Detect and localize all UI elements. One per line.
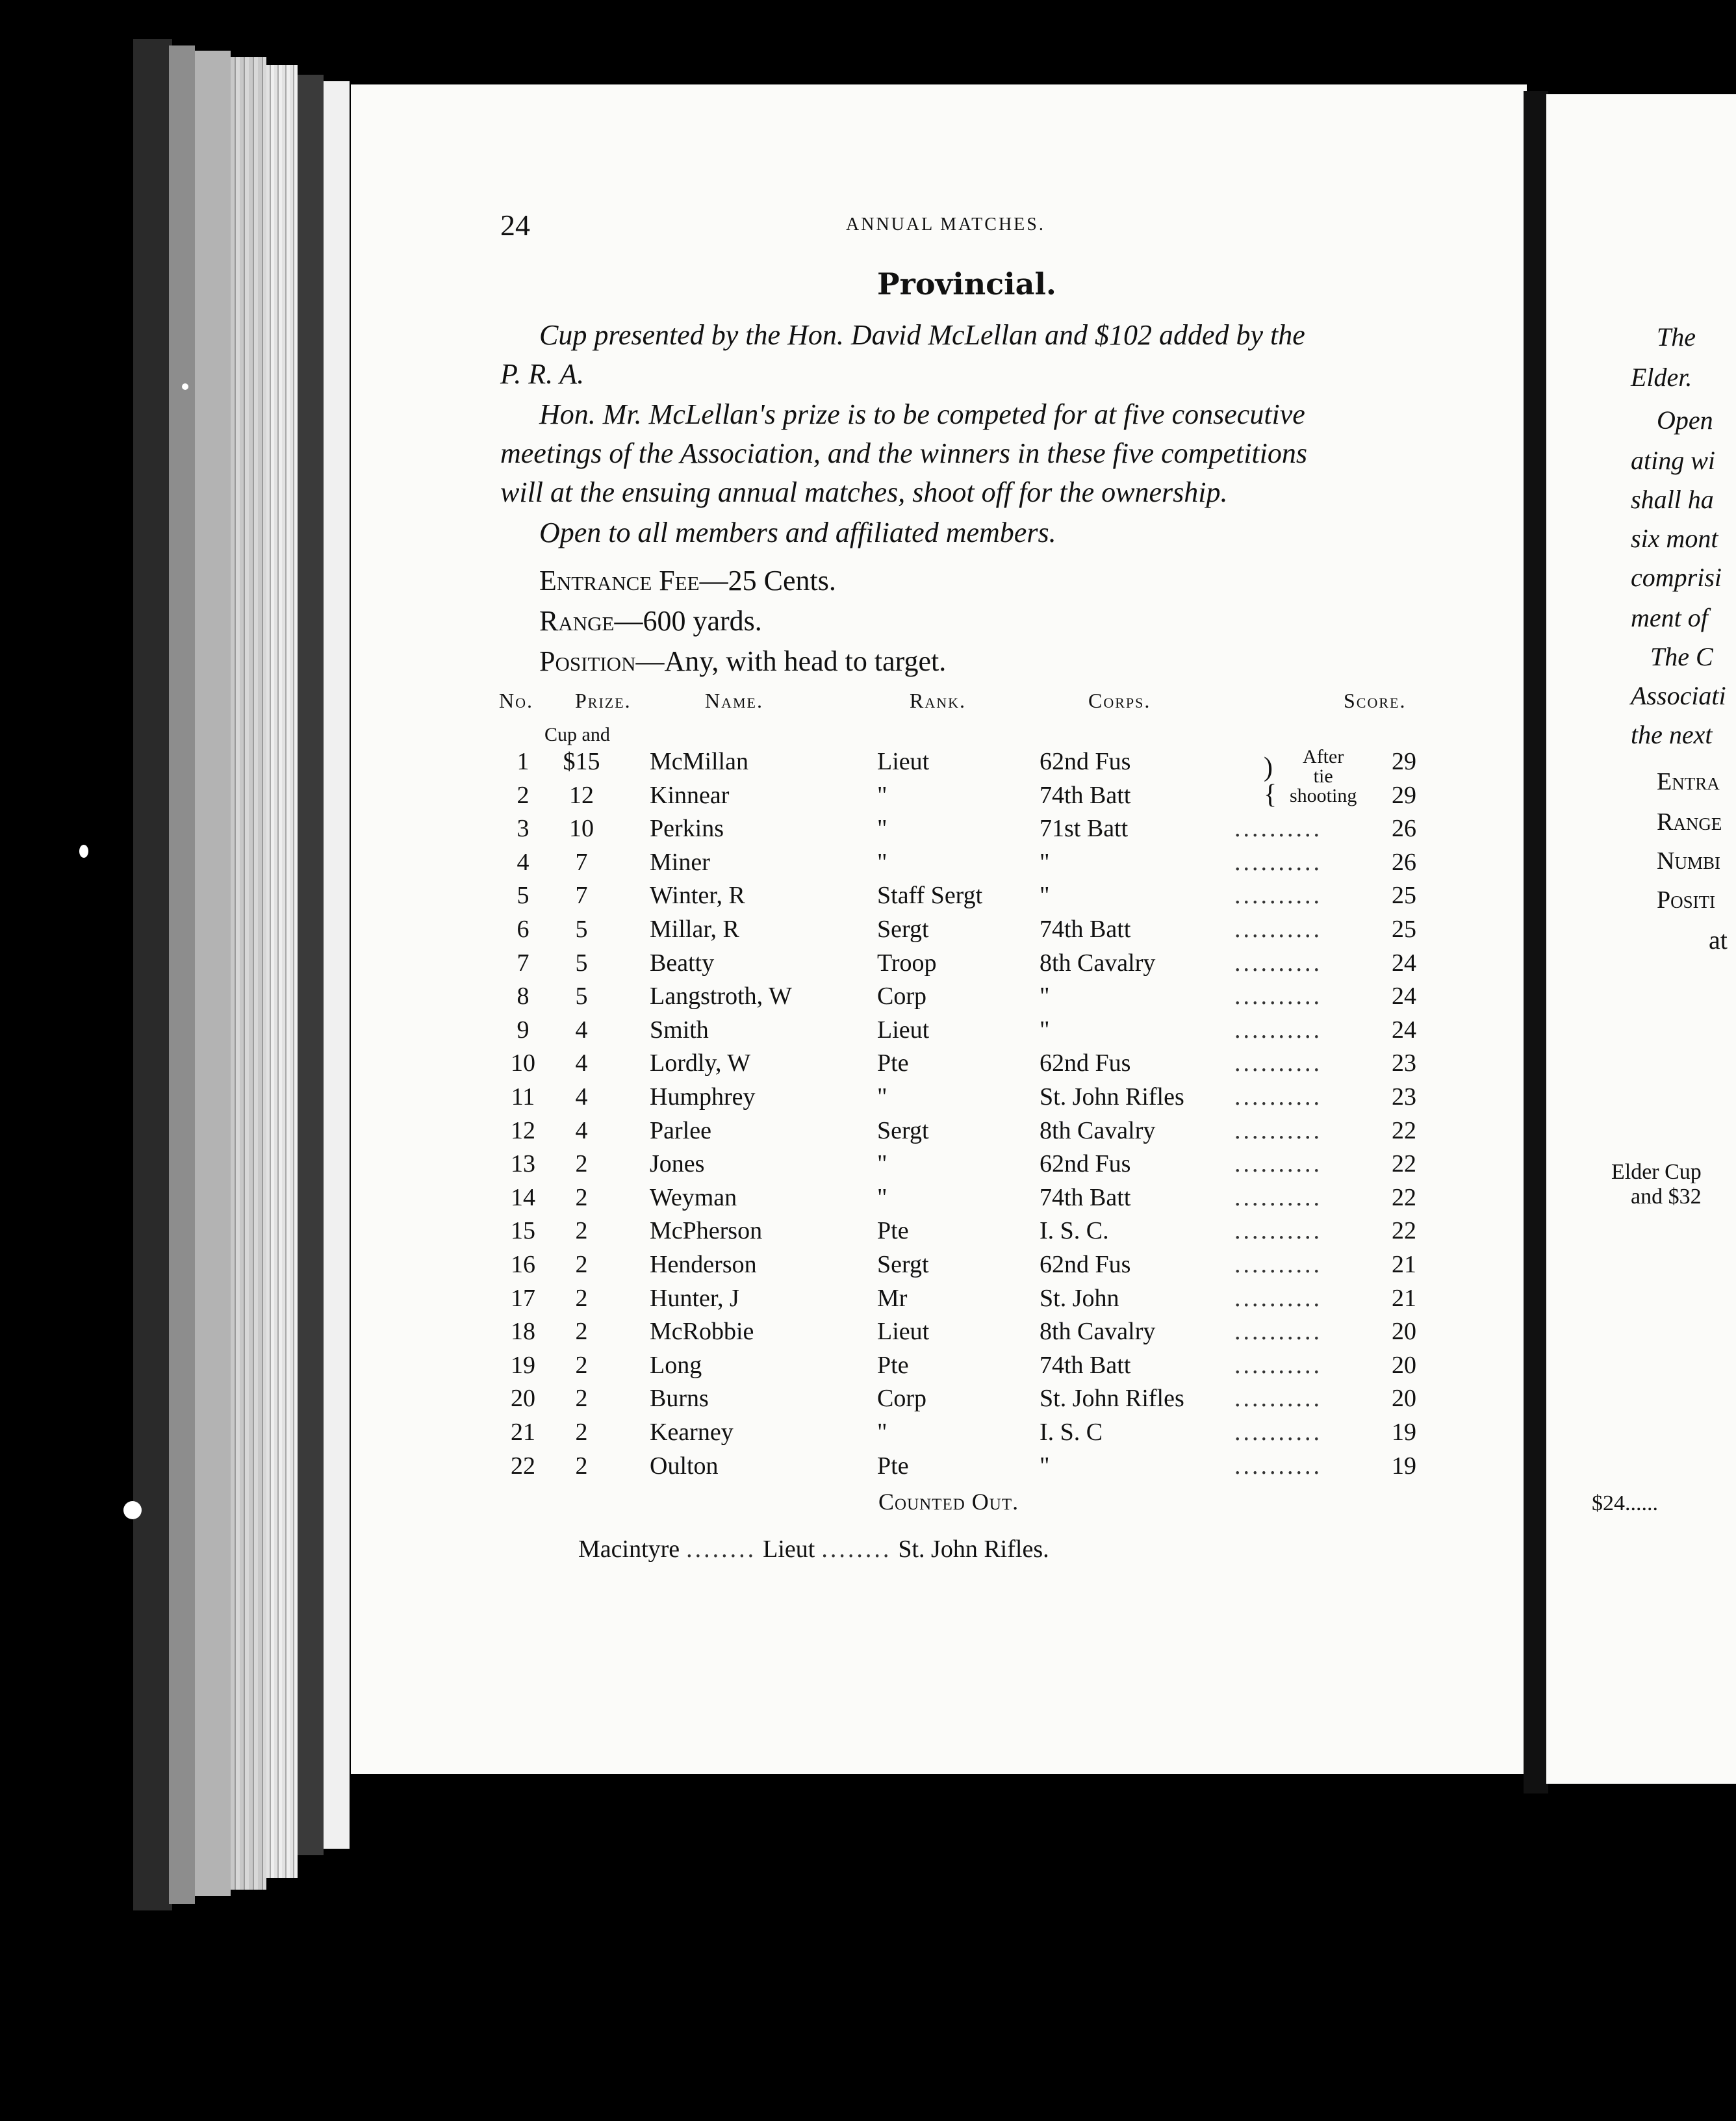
position-value: —Any, with head to target.	[635, 645, 947, 677]
row-name: Langstroth, W	[650, 983, 792, 1010]
row-name: McPherson	[650, 1217, 763, 1245]
row-score: 21	[1392, 1284, 1416, 1312]
column-header-score: Score.	[1344, 689, 1407, 712]
row-prize: 2	[575, 1251, 588, 1278]
entrance-fee	[539, 564, 836, 597]
row-name: McRobbie	[650, 1318, 754, 1346]
facing-line: ating wi	[1631, 446, 1716, 475]
row-number: 17	[511, 1284, 535, 1312]
facing-line: Elder.	[1631, 363, 1692, 392]
dot-leader: ..........	[1234, 1217, 1322, 1245]
row-score: 22	[1392, 1116, 1416, 1144]
row-corps: St. John Rifles	[1040, 1385, 1184, 1413]
row-name: Hunter, J	[650, 1284, 739, 1312]
facing-line: the next	[1631, 720, 1713, 749]
row-score: 20	[1392, 1385, 1416, 1413]
row-number: 21	[511, 1419, 535, 1446]
row-rank: "	[877, 1419, 887, 1446]
range-value: —600 yards.	[614, 605, 762, 637]
row-corps: 62nd Fus	[1040, 1150, 1131, 1178]
row-prize: 7	[575, 848, 588, 876]
row-score: 20	[1392, 1351, 1416, 1379]
table-row	[351, 1284, 1527, 1317]
table-row	[351, 982, 1527, 1015]
row-prize: 2	[575, 1284, 588, 1312]
row-number: 15	[511, 1217, 535, 1245]
row-number: 2	[517, 781, 530, 809]
table-row	[351, 1351, 1527, 1384]
row-number: 4	[517, 848, 530, 876]
counted-out-rank: Lieut	[763, 1536, 815, 1563]
row-prize: 7	[575, 882, 588, 910]
section-title: Provincial.	[877, 266, 1056, 302]
facing-line: at	[1709, 925, 1728, 955]
row-prize: 4	[575, 1083, 588, 1111]
row-score: 19	[1392, 1419, 1416, 1446]
row-score: 22	[1392, 1217, 1416, 1245]
row-name: Perkins	[650, 815, 724, 843]
row-name: Burns	[650, 1385, 709, 1413]
row-number: 3	[517, 815, 530, 843]
row-corps: 74th Batt	[1040, 1351, 1131, 1379]
facing-line: Range	[1657, 808, 1722, 836]
row-score: 21	[1392, 1251, 1416, 1278]
book-edge	[195, 51, 231, 1896]
row-score: 25	[1392, 882, 1416, 910]
scan-speck	[123, 1501, 142, 1519]
row-score: 26	[1392, 848, 1416, 876]
row-name: Kearney	[650, 1419, 734, 1446]
column-header-name: Name.	[705, 689, 763, 712]
row-score: 29	[1392, 781, 1416, 809]
dot-leader: ..........	[1234, 1150, 1322, 1178]
row-corps: I. S. C.	[1040, 1217, 1109, 1245]
row-prize: $15	[563, 748, 600, 775]
row-score: 19	[1392, 1452, 1416, 1480]
row-prize: 2	[575, 1452, 588, 1480]
row-rank: Lieut	[877, 1318, 930, 1346]
row-corps: 74th Batt	[1040, 1183, 1131, 1211]
range	[539, 604, 762, 637]
dot-leader: ..........	[1234, 1318, 1322, 1346]
facing-line: The C	[1650, 642, 1713, 671]
facing-line: and $32	[1631, 1185, 1702, 1209]
table-row	[351, 1452, 1527, 1485]
tie-note	[1290, 747, 1357, 806]
facing-page	[1546, 94, 1736, 1784]
book-gutter	[1524, 91, 1548, 1793]
row-prize: 2	[575, 1183, 588, 1211]
dot-leader: ..........	[1234, 1083, 1322, 1111]
row-score: 22	[1392, 1150, 1416, 1178]
row-number: 20	[511, 1385, 535, 1413]
row-number: 7	[517, 949, 530, 977]
row-corps: 8th Cavalry	[1040, 1318, 1156, 1346]
counted-out-heading: Counted Out.	[878, 1489, 1019, 1515]
row-prize: 2	[575, 1351, 588, 1379]
row-prize: 2	[575, 1318, 588, 1346]
row-rank: Corp	[877, 1385, 926, 1413]
facing-line: $24......	[1592, 1491, 1658, 1515]
row-number: 18	[511, 1318, 535, 1346]
row-rank: Staff Sergt	[877, 882, 983, 910]
row-corps: I. S. C	[1040, 1419, 1103, 1446]
row-name: Parlee	[650, 1116, 711, 1144]
row-corps: "	[1040, 983, 1050, 1010]
row-score: 24	[1392, 949, 1416, 977]
entrance-fee-value: —25 Cents.	[699, 565, 836, 597]
row-rank: "	[877, 1150, 887, 1178]
row-name: Oulton	[650, 1452, 719, 1480]
row-prize: 4	[575, 1016, 588, 1044]
row-name: Lordly, W	[650, 1049, 751, 1077]
paragraph-line: Open to all members and affiliated members.	[539, 517, 1056, 548]
row-prize: 2	[575, 1419, 588, 1446]
row-corps: 62nd Fus	[1040, 748, 1131, 775]
row-prize: 2	[575, 1217, 588, 1245]
row-prize: 4	[575, 1116, 588, 1144]
row-prize: 5	[575, 983, 588, 1010]
row-name: Beatty	[650, 949, 715, 977]
row-prize: 12	[569, 781, 594, 809]
book-page	[351, 84, 1527, 1774]
row-rank: "	[877, 1083, 887, 1111]
row-name: Winter, R	[650, 882, 745, 910]
book-edge	[231, 57, 266, 1890]
table-row	[351, 814, 1527, 847]
counted-out-name: Macintyre	[578, 1536, 680, 1563]
scan-speck	[182, 383, 188, 390]
book-edge	[298, 75, 324, 1855]
row-corps: St. John	[1040, 1284, 1119, 1312]
row-rank: Pte	[877, 1351, 909, 1379]
row-score: 22	[1392, 1183, 1416, 1211]
row-number: 14	[511, 1183, 535, 1211]
tie-note-line: After	[1303, 746, 1344, 767]
dot-leader: ..........	[1234, 1385, 1322, 1413]
row-rank: Mr	[877, 1284, 908, 1312]
dot-leader: ..........	[1234, 1351, 1322, 1379]
tie-note-line: shooting	[1290, 785, 1357, 806]
column-header-rank: Rank.	[910, 689, 967, 712]
facing-line: comprisi	[1631, 563, 1722, 592]
table-row	[351, 881, 1527, 914]
row-name: Weyman	[650, 1183, 737, 1211]
book-edge	[266, 65, 298, 1878]
row-number: 9	[517, 1016, 530, 1044]
row-score: 23	[1392, 1049, 1416, 1077]
entrance-fee-label: Entrance Fee	[539, 565, 700, 597]
paragraph-line: P. R. A.	[500, 358, 585, 390]
row-rank: "	[877, 848, 887, 876]
row-score: 26	[1392, 815, 1416, 843]
row-name: Jones	[650, 1150, 705, 1178]
row-name: Miner	[650, 848, 710, 876]
row-number: 22	[511, 1452, 535, 1480]
dot-leader: ..........	[1234, 1419, 1322, 1446]
paragraph-line: meetings of the Association, and the winners in these five competitions	[500, 437, 1308, 469]
dot-leader: ..........	[1234, 983, 1322, 1010]
facing-line: Associati	[1631, 681, 1726, 710]
row-number: 13	[511, 1150, 535, 1178]
row-rank: "	[877, 1183, 887, 1211]
row-prize: 10	[569, 815, 594, 843]
table-row	[351, 1150, 1527, 1183]
table-row	[351, 949, 1527, 982]
counted-out-row: Macintyre ........ Lieut ........ St. John Rifles.	[578, 1536, 1049, 1563]
row-rank: Pte	[877, 1452, 909, 1480]
facing-line: Entra	[1657, 768, 1720, 795]
range-label: Range	[539, 605, 615, 637]
row-rank: Sergt	[877, 1116, 929, 1144]
table-row	[351, 848, 1527, 881]
running-head: ANNUAL MATCHES.	[846, 214, 1045, 235]
row-rank: Lieut	[877, 1016, 930, 1044]
table-row	[351, 1250, 1527, 1283]
table-row	[351, 1016, 1527, 1049]
book-edge	[324, 81, 350, 1849]
row-number: 12	[511, 1116, 535, 1144]
facing-line: Positi	[1657, 886, 1716, 914]
facing-line: Open	[1657, 405, 1713, 435]
row-rank: Sergt	[877, 916, 929, 943]
row-prize: 5	[575, 949, 588, 977]
table-row	[351, 1317, 1527, 1350]
row-corps: 62nd Fus	[1040, 1049, 1131, 1077]
row-number: 1	[517, 748, 530, 775]
dot-leader: ..........	[1234, 949, 1322, 977]
row-score: 24	[1392, 983, 1416, 1010]
position	[539, 645, 946, 678]
book-edge	[133, 39, 172, 1910]
dot-leader: ..........	[1234, 1452, 1322, 1480]
dot-leader: ..........	[1234, 916, 1322, 943]
row-corps: 71st Batt	[1040, 815, 1129, 843]
dot-leader: ..........	[1234, 1251, 1322, 1278]
row-prize: 2	[575, 1150, 588, 1178]
row-number: 6	[517, 916, 530, 943]
facing-line: shall ha	[1631, 485, 1714, 514]
row-score: 24	[1392, 1016, 1416, 1044]
dot-leader: ..........	[1234, 1183, 1322, 1211]
row-prize: 4	[575, 1049, 588, 1077]
row-rank: Pte	[877, 1217, 909, 1245]
row-rank: Troop	[877, 949, 937, 977]
book-edge	[169, 45, 195, 1904]
row-prize: 2	[575, 1385, 588, 1413]
scan-speck	[79, 845, 88, 858]
table-row	[351, 1183, 1527, 1216]
row-name: Long	[650, 1351, 702, 1379]
row-score: 23	[1392, 1083, 1416, 1111]
dot-leader: ..........	[1234, 1116, 1322, 1144]
dot-leader: ..........	[1234, 815, 1322, 843]
row-name: Smith	[650, 1016, 709, 1044]
row-number: 19	[511, 1351, 535, 1379]
row-name: Henderson	[650, 1251, 757, 1278]
row-number: 8	[517, 983, 530, 1010]
row-number: 5	[517, 882, 530, 910]
table-row	[351, 1418, 1527, 1451]
facing-line: six mont	[1631, 524, 1718, 553]
tie-brace: ) {	[1264, 752, 1277, 810]
row-corps: 8th Cavalry	[1040, 1116, 1156, 1144]
row-rank: Pte	[877, 1049, 909, 1077]
column-header-prize: Prize.	[575, 689, 632, 712]
paragraph-line: Hon. Mr. McLellan's prize is to be competed for at five consecutive	[539, 398, 1305, 430]
facing-line: The	[1657, 322, 1696, 352]
row-number: 10	[511, 1049, 535, 1077]
row-corps: 74th Batt	[1040, 916, 1131, 943]
dot-leader: ..........	[1234, 1284, 1322, 1312]
row-name: Humphrey	[650, 1083, 756, 1111]
table-row	[351, 1216, 1527, 1250]
paragraph-line: Cup presented by the Hon. David McLellan and $102 added by the	[539, 319, 1305, 351]
table-row	[351, 1049, 1527, 1082]
row-rank: Lieut	[877, 748, 930, 775]
row-rank: "	[877, 815, 887, 843]
row-rank: "	[877, 781, 887, 809]
row-corps: 62nd Fus	[1040, 1251, 1131, 1278]
dot-leader: ..........	[1234, 882, 1322, 910]
row-number: 11	[511, 1083, 535, 1111]
table-row	[351, 1384, 1527, 1417]
row-corps: "	[1040, 1016, 1050, 1044]
row-corps: 74th Batt	[1040, 781, 1131, 809]
tie-note-line: tie	[1313, 765, 1333, 787]
table-row	[351, 1116, 1527, 1150]
dot-leader: ..........	[1234, 1016, 1322, 1044]
position-label: Position	[539, 645, 636, 677]
row-corps: 8th Cavalry	[1040, 949, 1156, 977]
row-rank: Sergt	[877, 1251, 929, 1278]
row-score: 25	[1392, 916, 1416, 943]
row-score: 20	[1392, 1318, 1416, 1346]
row-rank: Corp	[877, 983, 926, 1010]
counted-out-corps: St. John Rifles.	[898, 1536, 1049, 1563]
column-header-corps: Corps.	[1088, 689, 1151, 712]
page-number: 24	[500, 209, 530, 242]
facing-line: Elder Cup	[1611, 1160, 1702, 1184]
column-header-no: No.	[499, 689, 533, 712]
prize-subheader: Cup and	[544, 724, 610, 745]
row-name: McMillan	[650, 748, 748, 775]
row-name: Kinnear	[650, 781, 730, 809]
table-row	[351, 915, 1527, 948]
row-number: 16	[511, 1251, 535, 1278]
row-name: Millar, R	[650, 916, 739, 943]
table-row	[351, 1083, 1527, 1116]
row-corps: "	[1040, 848, 1050, 876]
row-prize: 5	[575, 916, 588, 943]
dot-leader: ..........	[1234, 1049, 1322, 1077]
dot-leader: ..........	[1234, 848, 1322, 876]
facing-line: Numbi	[1657, 847, 1720, 875]
row-corps: St. John Rifles	[1040, 1083, 1184, 1111]
paragraph-line: will at the ensuing annual matches, shoot off for the ownership.	[500, 476, 1228, 508]
row-corps: "	[1040, 1452, 1050, 1480]
row-corps: "	[1040, 882, 1050, 910]
row-score: 29	[1392, 748, 1416, 775]
facing-line: ment of	[1631, 603, 1708, 632]
